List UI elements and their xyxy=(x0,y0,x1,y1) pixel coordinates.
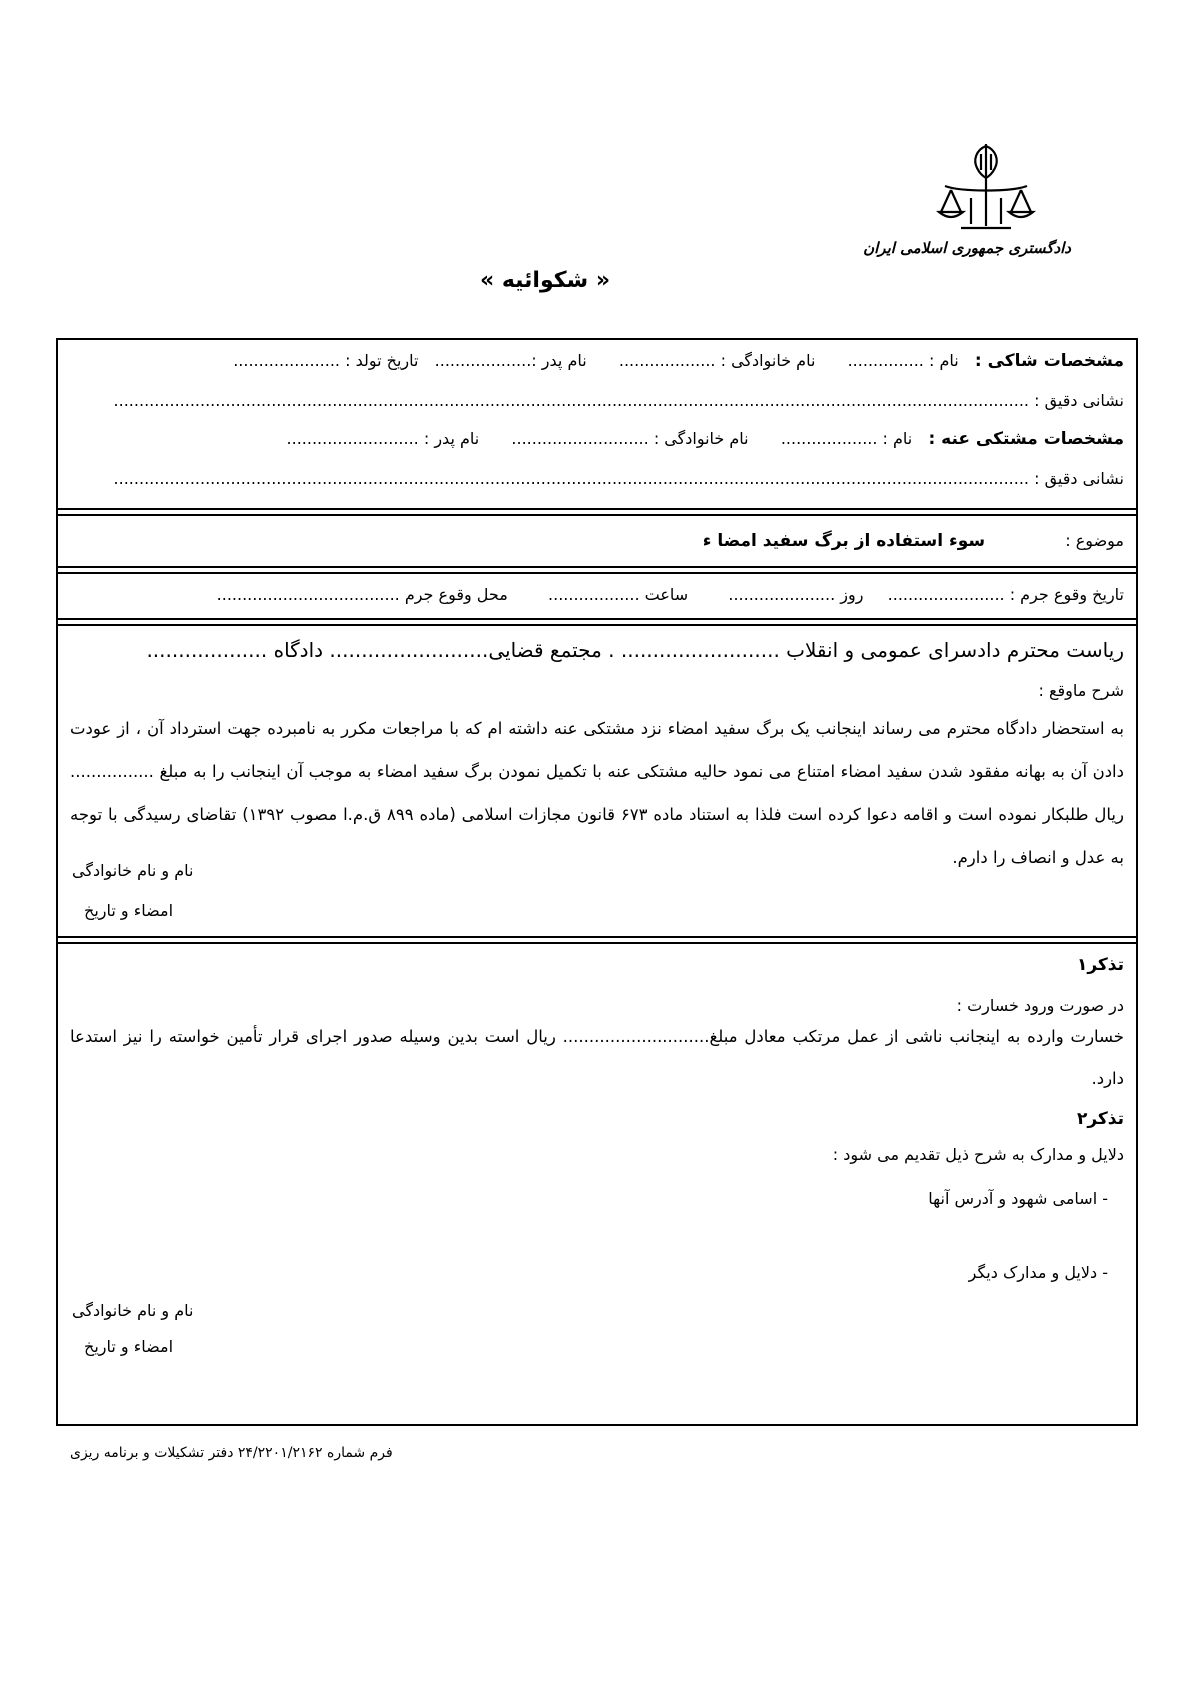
accused-family-field[interactable]: نام خانوادگی : ........................... xyxy=(511,429,749,448)
complainant-address-field[interactable]: نشانی دقیق : .................................................................................................................................................................................... xyxy=(113,391,1124,410)
divider xyxy=(58,508,1136,510)
crime-details-row xyxy=(70,584,1124,606)
accused-label: مشخصات مشتکی عنه : xyxy=(928,429,1124,449)
complaint-form xyxy=(56,338,1138,1426)
complainant-label: مشخصات شاکی : xyxy=(974,351,1124,371)
crime-date-field[interactable]: تاریخ وقوع جرم : ....................... xyxy=(887,585,1124,604)
divider xyxy=(58,936,1136,938)
note1-intro: در صورت ورود خسارت : xyxy=(956,996,1124,1015)
divider xyxy=(58,618,1136,620)
accused-row xyxy=(70,428,1124,450)
divider xyxy=(58,572,1136,574)
witnesses-item: - اسامی شهود و آدرس آنها xyxy=(928,1189,1108,1208)
note2-intro: دلایل و مدارک به شرح ذیل تقدیم می شود : xyxy=(832,1145,1124,1164)
subject-label: موضوع : xyxy=(1065,531,1124,550)
signature-date-label: امضاء و تاریخ xyxy=(84,1337,174,1356)
accused-address-field[interactable]: نشانی دقیق : .................................................................................................................................................................................... xyxy=(113,469,1124,488)
note1-text: خسارت وارده به اینجانب ناشی از عمل مرتکب معادل مبلغ............................ ریال است بدین وسیله صدور اجرای قرار تأمین خواسته را نیز استدعا دارد. xyxy=(70,1027,1124,1088)
signature-name-label: نام و نام خانوادگی xyxy=(72,1301,194,1320)
complainant-row xyxy=(70,350,1124,372)
crime-time-field[interactable]: ساعت .................. xyxy=(548,585,689,604)
complainant-birth-field[interactable]: تاریخ تولد : ..................... xyxy=(233,351,419,370)
crime-day-field[interactable]: روز ..................... xyxy=(728,585,864,604)
accused-father-field[interactable]: نام پدر : .......................... xyxy=(286,429,480,448)
subject-value: سوء استفاده از برگ سفید امضا ء xyxy=(702,531,986,551)
note1-title xyxy=(70,954,1124,976)
facts-label: شرح ماوقع : xyxy=(1038,681,1124,700)
accused-name-field[interactable]: نام : ................... xyxy=(780,429,913,448)
note1-title-text: تذکر۱ xyxy=(1076,955,1124,975)
divider xyxy=(58,624,1136,626)
facts-text: به استحضار دادگاه محترم می رساند اینجانب یک برگ سفید امضاء نزد مشتکی عنه داشته ام که با مراجعات مکرر به نامبرده جهت استرداد آن ، از عودت دادن آن به بهانه مفقود شدن سفید امضاء امتناع می نمود حالیه مشتکی عنه با تکمیل نمودن برگ سفید امضاء به موجب آن اینجانب را به مبلغ ................ ریال طلبکار نموده است و اقامه دعوا کرده است فلذا به استناد ماده ۶۷۳ قانون مجازات اسلامی (ماده ۸۹۹ ق.م.ا مصوب ۱۳۹۲) تقاضای رسیدگی با توجه به عدل و انصاف را دارم. xyxy=(70,719,1124,867)
signature-name-label: نام و نام خانوادگی xyxy=(72,861,194,880)
crime-place-field[interactable]: محل وقوع جرم .................................... xyxy=(216,585,508,604)
addressee-line: ریاست محترم دادسرای عمومی و انقلاب ......................... . مجتمع قضایی......................... دادگاه ................... xyxy=(146,638,1124,662)
complainant-name-field[interactable]: نام : ............... xyxy=(847,351,959,370)
page-title: « شکوائیه » xyxy=(479,268,611,293)
judiciary-emblem xyxy=(863,140,1071,257)
scales-of-justice-icon xyxy=(931,140,1041,235)
complainant-family-field[interactable]: نام خانوادگی : ................... xyxy=(618,351,816,370)
organization-name: دادگستری جمهوری اسلامی ایران xyxy=(863,239,1071,257)
signature-date-label: امضاء و تاریخ xyxy=(84,901,174,920)
complainant-father-field[interactable]: نام پدر :................... xyxy=(434,351,587,370)
divider xyxy=(58,514,1136,516)
form-number: فرم شماره ۲۴/۲۲۰۱/۲۱۶۲ دفتر تشکیلات و برنامه ریزی xyxy=(70,1445,393,1461)
divider xyxy=(58,566,1136,568)
note2-title xyxy=(70,1108,1124,1130)
subject-row xyxy=(70,530,1124,552)
other-evidence-item: - دلایل و مدارک دیگر xyxy=(968,1263,1108,1282)
divider xyxy=(58,942,1136,944)
note2-title-text: تذکر۲ xyxy=(1076,1109,1124,1129)
